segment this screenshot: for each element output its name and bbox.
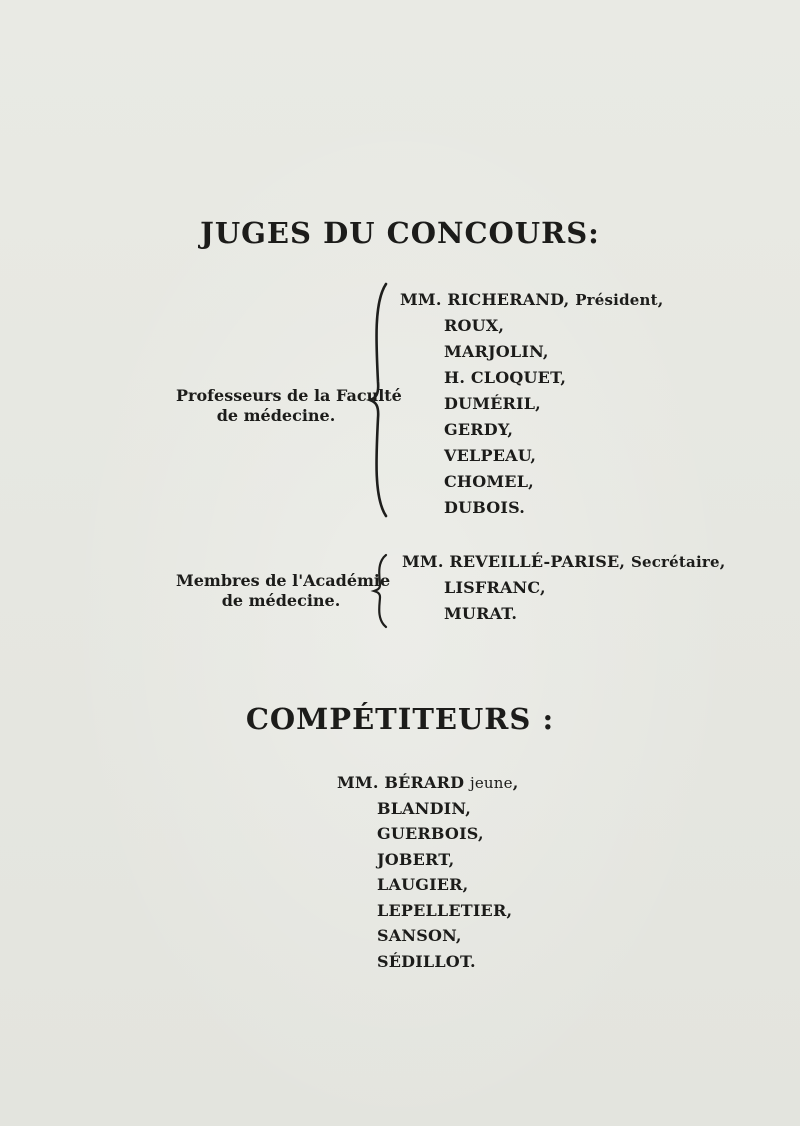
list-item: GERDY, — [444, 420, 514, 439]
member-name: DUBOIS — [444, 498, 520, 517]
list-item: BLANDIN, — [377, 798, 471, 818]
professeurs-label-line2: de médecine. — [216, 406, 336, 425]
list-item: H. CLOQUET, — [444, 368, 567, 387]
competiteurs-title: COMPÉTITEURS : — [245, 702, 555, 736]
list-item: DUBOIS. — [444, 498, 526, 517]
member-name: ROUX — [444, 316, 499, 335]
member-name: BÉRARD — [384, 773, 465, 792]
member-name: GUERBOIS — [377, 824, 478, 843]
member-name: RICHERAND — [447, 290, 564, 309]
member-name: LAUGIER — [377, 875, 463, 894]
professeurs-label-line1: Professeurs de la Faculté — [176, 386, 402, 405]
member-name: JOBERT — [377, 849, 449, 869]
academie-label-line1: Membres de l'Académie — [176, 571, 391, 590]
member-name: BLANDIN — [377, 798, 466, 818]
list-item: MM. RICHERAND, Président, — [400, 287, 664, 313]
juges-title: JUGES DU CONCOURS: — [200, 216, 600, 250]
member-name: LEPELLETIER — [377, 900, 507, 920]
academie-list — [402, 549, 725, 627]
academie-brace-icon — [370, 553, 394, 629]
member-name: GERDY — [444, 420, 508, 439]
member-name: DUMÉRIL — [444, 394, 536, 413]
list-item: CHOMEL, — [444, 472, 534, 491]
list-item: MARJOLIN, — [444, 342, 549, 361]
academie-label-line2: de médecine. — [221, 591, 341, 610]
list-item: JOBERT, — [377, 849, 455, 869]
mm-prefix: MM. — [337, 773, 379, 792]
professeurs-label — [176, 386, 402, 426]
member-name: MURAT — [444, 604, 512, 623]
mm-prefix: MM. — [402, 552, 444, 571]
member-suffix: jeune — [469, 774, 513, 792]
list-item: MM. REVEILLÉ-PARISE, Secrétaire, — [402, 549, 725, 575]
competiteurs-list — [337, 770, 518, 974]
list-item: LISFRANC, — [444, 578, 546, 597]
member-name: REVEILLÉ-PARISE — [449, 552, 620, 571]
member-title: Secrétaire — [630, 553, 720, 571]
member-name: MARJOLIN — [444, 342, 543, 361]
mm-prefix: MM. — [400, 290, 442, 309]
list-item: SÉDILLOT. — [377, 951, 476, 971]
list-item: DUMÉRIL, — [444, 394, 541, 413]
list-item: LEPELLETIER, — [377, 900, 513, 920]
member-name: VELPEAU — [444, 446, 531, 465]
list-item: MM. BÉRARD jeune, — [337, 770, 518, 796]
member-title: Président — [575, 291, 658, 309]
member-name: LISFRANC — [444, 578, 541, 597]
member-name: CHOMEL — [444, 472, 529, 491]
list-item: VELPEAU, — [444, 446, 537, 465]
professeurs-list — [400, 287, 664, 521]
member-name: SÉDILLOT — [377, 951, 470, 971]
member-name: H. CLOQUET — [444, 368, 561, 387]
list-item: ROUX, — [444, 316, 505, 335]
professeurs-brace-icon — [366, 282, 396, 518]
list-item: MURAT. — [444, 604, 518, 623]
list-item: GUERBOIS, — [377, 824, 484, 843]
academie-label — [176, 571, 391, 611]
list-item: SANSON, — [377, 926, 462, 945]
list-item: LAUGIER, — [377, 875, 469, 894]
member-name: SANSON — [377, 926, 456, 945]
